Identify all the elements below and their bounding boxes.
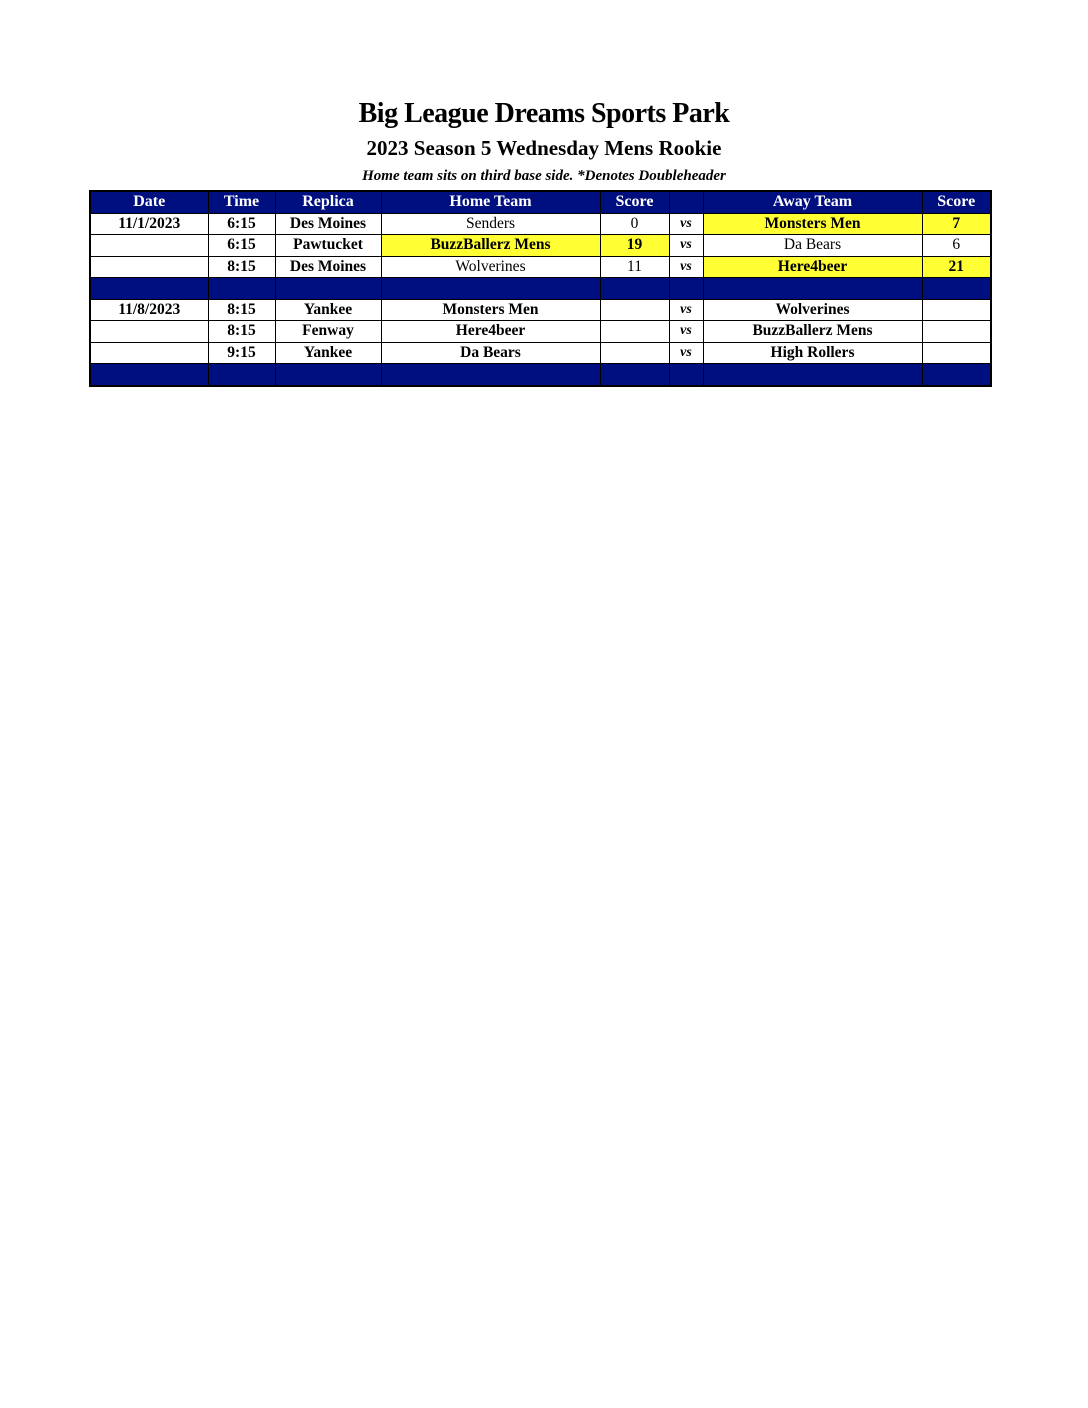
cell-vs: vs (669, 299, 703, 321)
cell-vs: vs (669, 213, 703, 235)
cell-home-score: 0 (600, 213, 669, 235)
cell-date: 11/1/2023 (90, 213, 208, 235)
schedule-note: Home team sits on third base side. *Denotes Doubleheader (362, 168, 726, 184)
table-row (90, 321, 991, 343)
cell-time: 8:15 (208, 321, 275, 343)
col-header-date: Date (90, 191, 208, 213)
cell-replica: Des Moines (275, 256, 381, 278)
cell-date (90, 256, 208, 278)
separator-cell (922, 278, 991, 300)
separator-cell (275, 364, 381, 386)
table-header-row (90, 191, 991, 213)
table-row (90, 213, 991, 235)
separator-cell (922, 364, 991, 386)
col-header-home-team: Home Team (381, 191, 600, 213)
cell-away-score: 21 (922, 256, 991, 278)
separator-cell (90, 364, 208, 386)
cell-home-team: Wolverines (381, 256, 600, 278)
cell-replica: Pawtucket (275, 235, 381, 257)
cell-away-score (922, 321, 991, 343)
separator-cell (90, 278, 208, 300)
separator-cell (703, 278, 922, 300)
cell-away-score (922, 342, 991, 364)
table-row (90, 299, 991, 321)
cell-replica: Yankee (275, 342, 381, 364)
separator-cell (600, 278, 669, 300)
cell-time: 8:15 (208, 299, 275, 321)
cell-home-score (600, 321, 669, 343)
separator-cell (208, 278, 275, 300)
separator-cell (600, 364, 669, 386)
col-header-home-score: Score (600, 191, 669, 213)
cell-away-team: Wolverines (703, 299, 922, 321)
cell-home-score: 11 (600, 256, 669, 278)
cell-date (90, 235, 208, 257)
col-header-away-team: Away Team (703, 191, 922, 213)
cell-home-team: Senders (381, 213, 600, 235)
separator-cell (381, 278, 600, 300)
cell-away-score: 6 (922, 235, 991, 257)
cell-time: 6:15 (208, 213, 275, 235)
cell-away-score: 7 (922, 213, 991, 235)
cell-time: 8:15 (208, 256, 275, 278)
col-header-replica: Replica (275, 191, 381, 213)
cell-away-team: High Rollers (703, 342, 922, 364)
cell-vs: vs (669, 342, 703, 364)
separator-cell (669, 278, 703, 300)
cell-replica: Yankee (275, 299, 381, 321)
cell-home-score (600, 342, 669, 364)
col-header-vs (669, 191, 703, 213)
cell-vs: vs (669, 256, 703, 278)
table-row (90, 256, 991, 278)
table-row (90, 235, 991, 257)
cell-date: 11/8/2023 (90, 299, 208, 321)
page-title: Big League Dreams Sports Park (358, 98, 730, 129)
cell-away-team: Monsters Men (703, 213, 922, 235)
separator-cell (208, 364, 275, 386)
separator-cell (669, 364, 703, 386)
cell-date (90, 321, 208, 343)
cell-time: 9:15 (208, 342, 275, 364)
page-subtitle: 2023 Season 5 Wednesday Mens Rookie (366, 136, 722, 160)
cell-home-score (600, 299, 669, 321)
schedule-table (89, 190, 992, 387)
col-header-time: Time (208, 191, 275, 213)
cell-away-team: Here4beer (703, 256, 922, 278)
table-row (90, 342, 991, 364)
cell-date (90, 342, 208, 364)
cell-replica: Des Moines (275, 213, 381, 235)
cell-vs: vs (669, 321, 703, 343)
cell-time: 6:15 (208, 235, 275, 257)
cell-away-team: BuzzBallerz Mens (703, 321, 922, 343)
cell-home-team: BuzzBallerz Mens (381, 235, 600, 257)
separator-cell (703, 364, 922, 386)
separator-cell (275, 278, 381, 300)
cell-away-team: Da Bears (703, 235, 922, 257)
cell-vs: vs (669, 235, 703, 257)
cell-home-score: 19 (600, 235, 669, 257)
separator-row (90, 364, 991, 386)
separator-cell (381, 364, 600, 386)
cell-home-team: Monsters Men (381, 299, 600, 321)
cell-replica: Fenway (275, 321, 381, 343)
separator-row (90, 278, 991, 300)
cell-home-team: Here4beer (381, 321, 600, 343)
col-header-away-score: Score (922, 191, 991, 213)
cell-away-score (922, 299, 991, 321)
cell-home-team: Da Bears (381, 342, 600, 364)
